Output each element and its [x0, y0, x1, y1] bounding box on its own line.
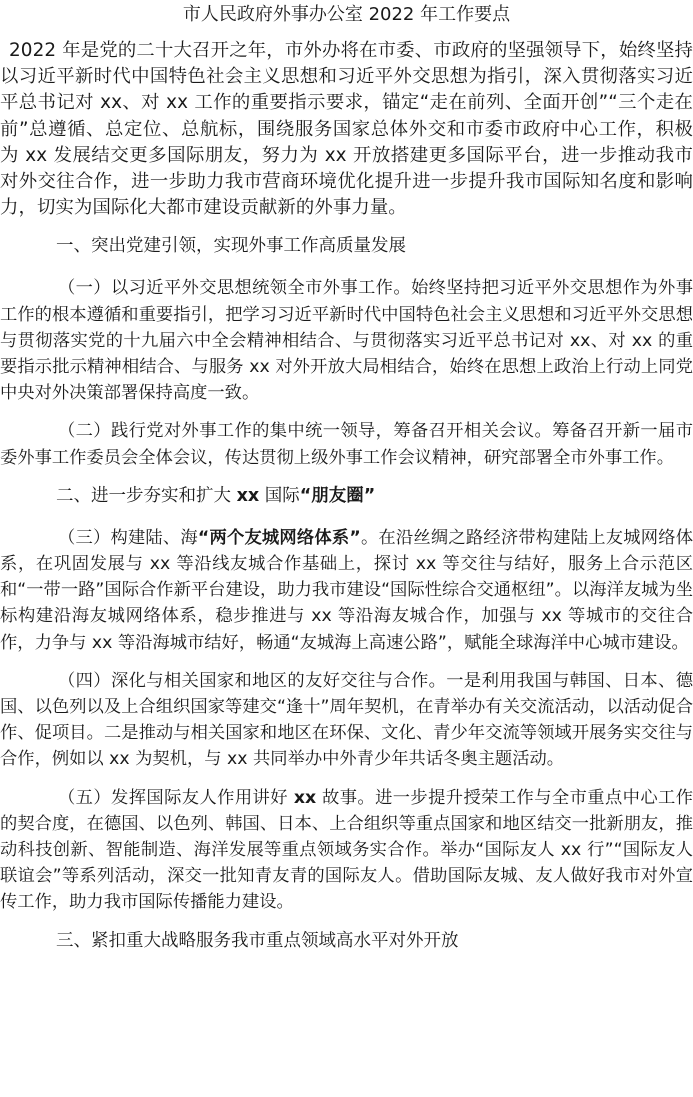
paragraph-5-post: 故事。进一步提升授荣工作与全市重点中心工作的契合度，在德国、以色列、韩国、日本、上合组织等重点国家和地区结交一批新朋友，推动科技创新、智能制造、海洋发展等重点领域务实合作。举办“国际友人 xx 行”“国际友人联谊会”等系列活动，深交一批知青友青的国际友人。借助国际友城、友人做好我市对外宣传工作，助力我市国际传播能力建设。: [0, 787, 693, 913]
section-2-heading-bold-2: “朋友圈”: [299, 485, 376, 506]
paragraph-4: （四）深化与相关国家和地区的友好交往与合作。一是利用我国与韩国、日本、德国、以色列以及上合组织国家等建交“逢十”周年契机，在青举办有关交流活动，以活动促合作、促项目。二是推动与相关国家和地区在环保、文化、青少年交流等领域开展务实交往与合作，例如以 xx 为契机，与 xx 共同举办中外青少年共话冬奥主题活动。: [0, 670, 693, 770]
paragraph-3-post: 。在沿丝绸之路经济带构建陆上友城网络体系，在巩固发展与 xx 等沿线友城合作基础上，探讨 xx 等交往与结好，服务上合示范区和“一带一路”国际合作新平台建设，助力我市建设“国际性综合交通枢纽”。以海洋友城为坐标构建沿海友城网络体系，稳步推进与 xx 等沿海友城合作，加强与 xx 等城市的交往合作，力争与 xx 等沿海城市结好，畅通“友城海上高速公路”，赋能全球海洋中心城市建设。: [0, 527, 693, 653]
paragraph-3: [0, 525, 693, 656]
document-title: 市人民政府外事办公室 2022 年工作要点: [182, 4, 511, 25]
paragraph-5-bold: xx: [293, 787, 317, 808]
intro-paragraph: 2022 年是党的二十大召开之年，市外办将在市委、市政府的坚强领导下，始终坚持以习近平新时代中国特色社会主义思想和习近平外交思想为指引，深入贯彻落实习近平总书记对 xx、对 xx 工作的重要指示要求，锚定“走在前列、全面开创”“三个走在前”总遵循、总定位、总航标，围绕服务国家总体外交和市委市政府中心工作，积极为 xx 发展结交更多国际朋友，努力为 xx 开放搭建更多国际平台，进一步推动我市对外交往合作，进一步助力我市营商环境优化提升进一步提升我市国际知名度和影响力，切实为国际化大都市建设贡献新的外事力量。: [0, 40, 693, 219]
paragraph-5-pre: （五）发挥国际友人作用讲好: [58, 787, 294, 808]
paragraph-3-pre: （三）构建陆、海: [58, 527, 198, 548]
section-2-heading-bold: xx: [236, 485, 260, 506]
paragraph-1: （一）以习近平外交思想统领全市外事工作。始终坚持把习近平外交思想作为外事工作的根本遵循和重要指引，把学习习近平新时代中国特色社会主义思想和习近平外交思想与贯彻落实党的十九届六中全会精神相结合、与贯彻落实习近平总书记对 xx、对 xx 的重要指示批示精神相结合、与服务 xx 对外开放大局相结合，始终在思想上政治上行动上同党中央对外决策部署保持高度一致。: [0, 278, 693, 404]
section-2-heading-pre: 二、进一步夯实和扩大: [56, 485, 237, 506]
paragraph-5: [0, 785, 693, 916]
section-3-heading: 三、紧扣重大战略服务我市重点领域高水平对外开放: [56, 930, 459, 951]
paragraph-3-bold: “两个友城网络体系”: [197, 527, 361, 548]
section-2-heading: [0, 483, 693, 509]
section-1-heading: 一、突出党建引领，实现外事工作高质量发展: [56, 236, 406, 257]
section-2-heading-mid: 国际: [259, 485, 300, 506]
paragraph-2: （二）践行党对外事工作的集中统一领导，筹备召开相关会议。筹备召开新一届市委外事工作委员会全体会议，传达贯彻上级外事工作会议精神，研究部署全市外事工作。: [0, 421, 693, 468]
